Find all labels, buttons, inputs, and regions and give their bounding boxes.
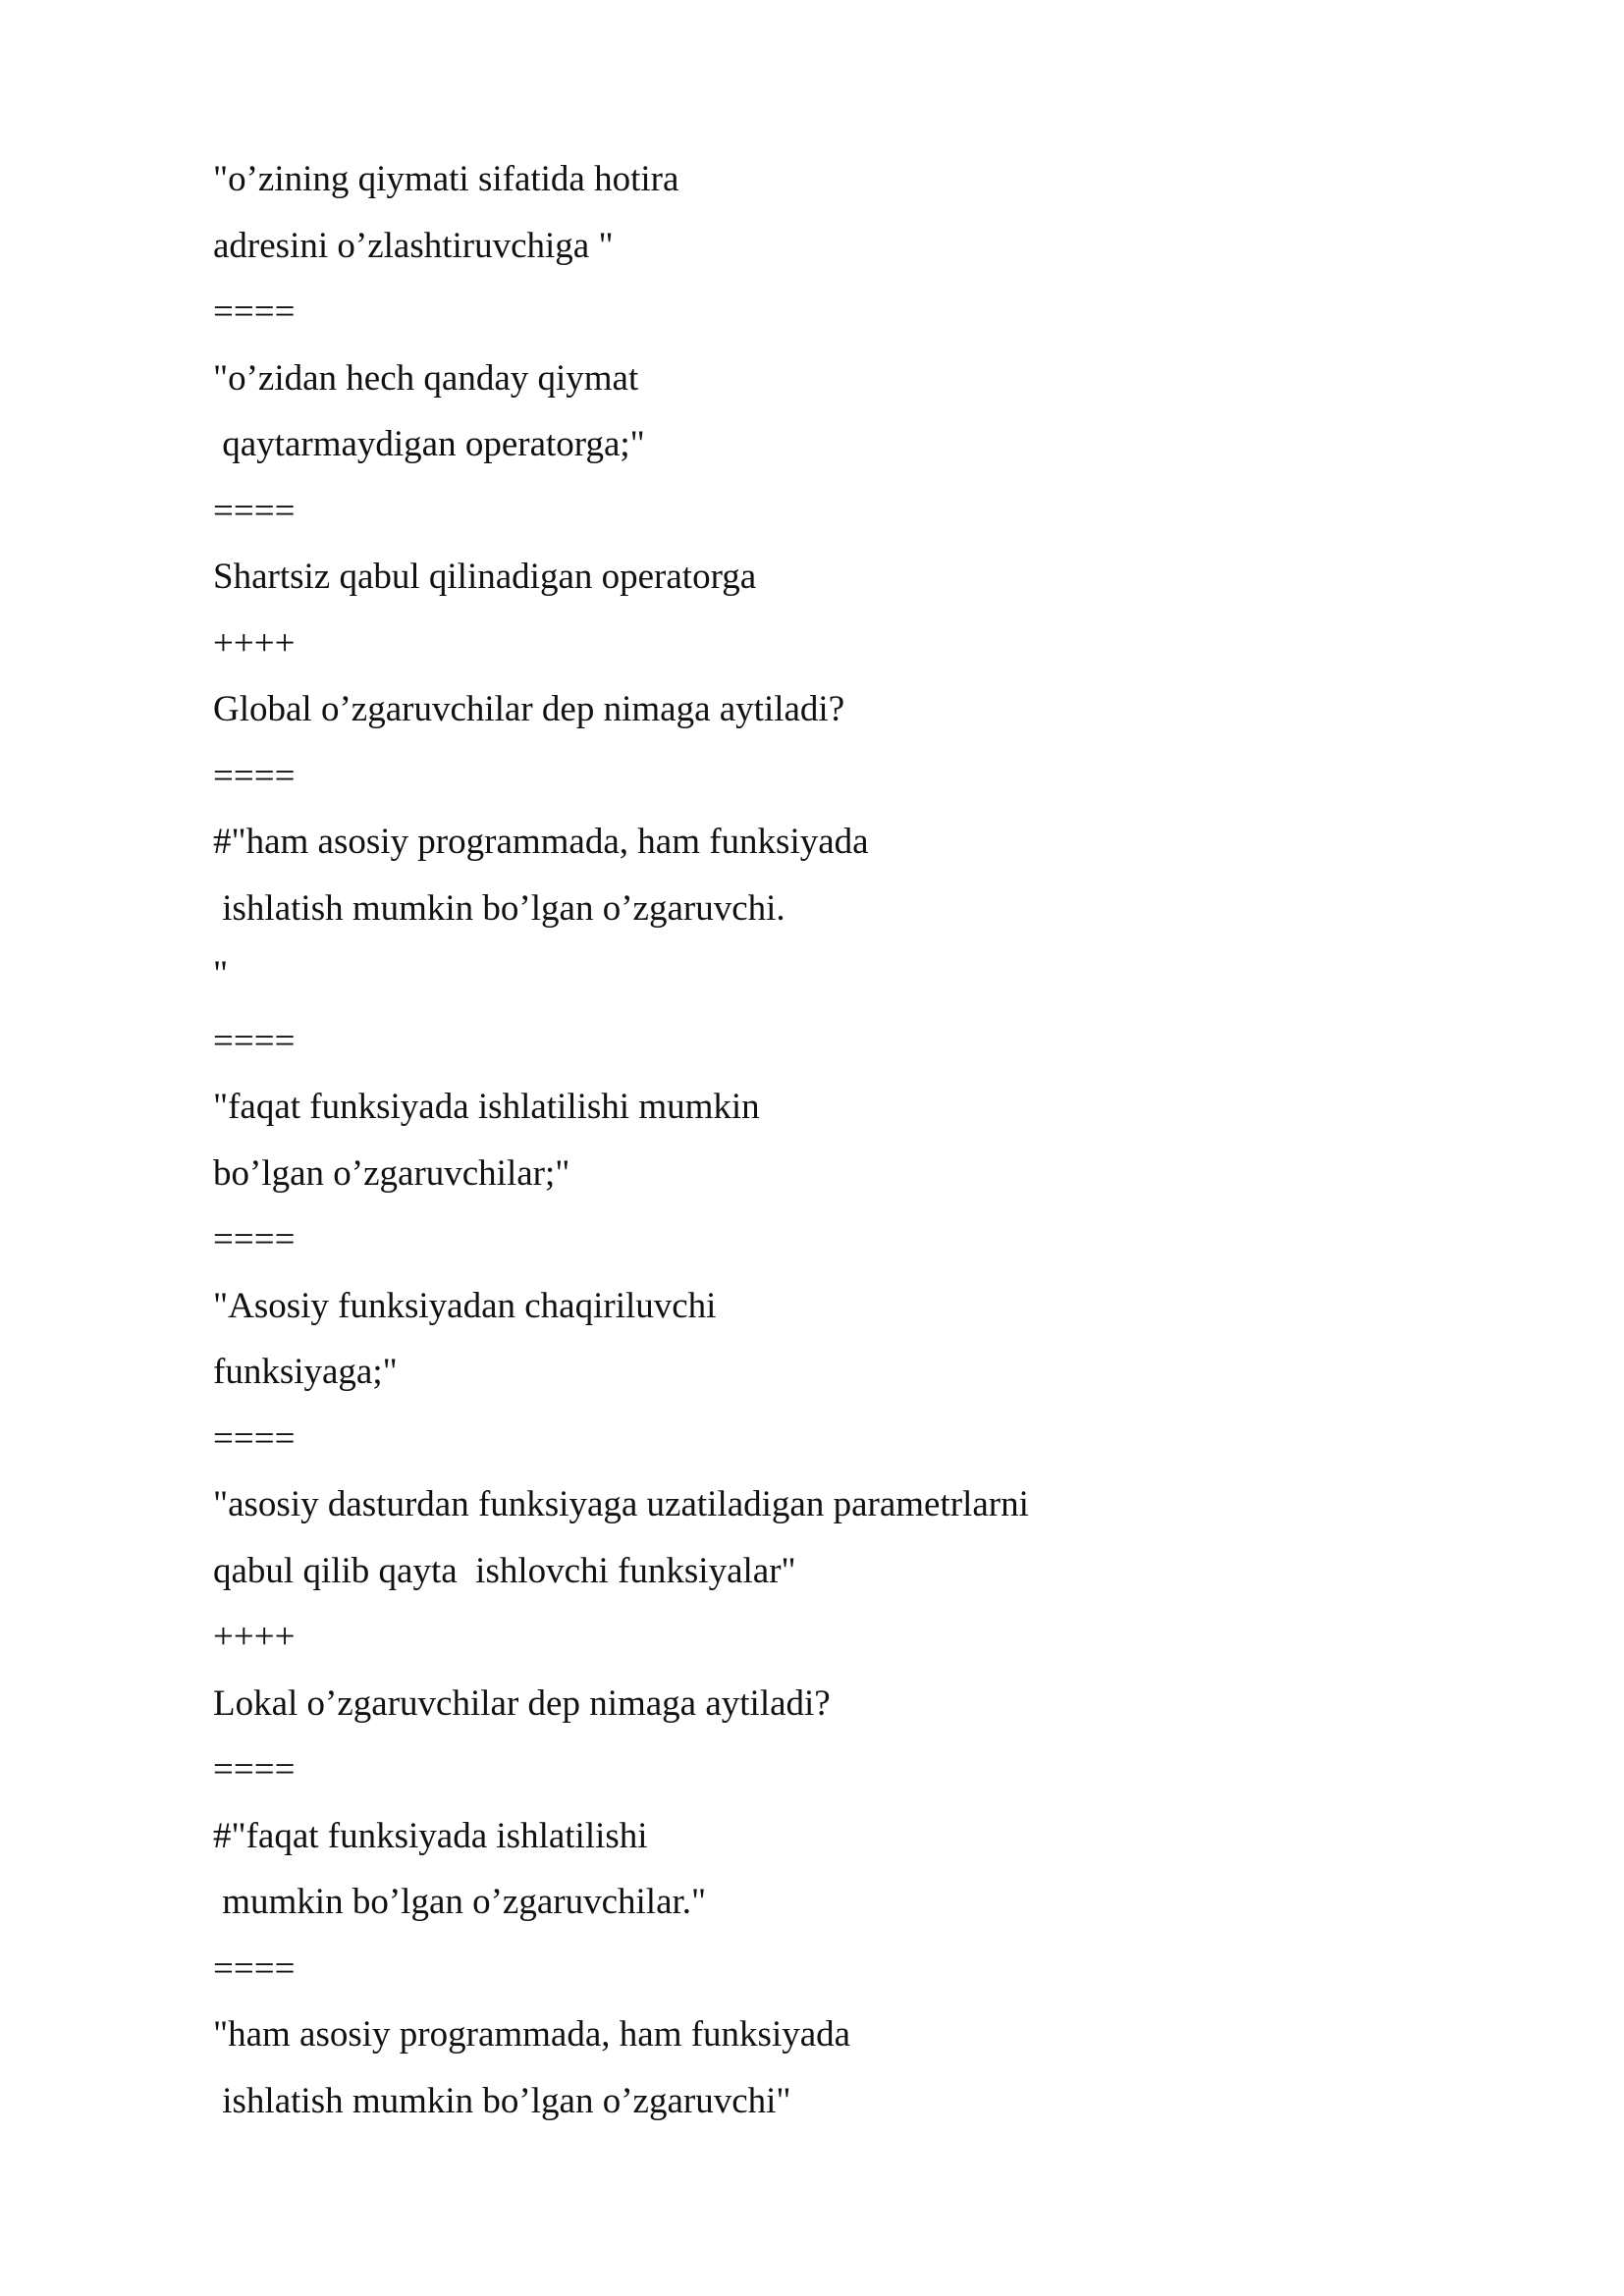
text-line: ishlatish mumkin bo’lgan o’zgaruvchi. (213, 887, 785, 929)
text-line: " (213, 954, 229, 994)
correct-answer-line: #"faqat funksiyada ishlatilishi (213, 1815, 648, 1856)
separator-line: ==== (213, 1948, 296, 1989)
separator-line: ==== (213, 1219, 296, 1259)
separator-line: ==== (213, 1417, 296, 1459)
separator-line: ==== (213, 292, 296, 332)
text-line: adresini o’zlashtiruvchiga " (213, 225, 614, 266)
text-line: "asosiy dasturdan funksiyaga uzatiladigan parametrlarni (213, 1484, 1029, 1524)
separator-line: ==== (213, 755, 296, 796)
text-line: bo’lgan o’zgaruvchilar;" (213, 1152, 570, 1194)
question-line: Global o’zgaruvchilar dep nimaga aytiladi? (213, 689, 845, 729)
text-line: "o’zining qiymati sifatida hotira (213, 159, 679, 199)
text-line: Shartsiz qabul qilinadigan operatorga (213, 557, 757, 597)
question-separator-line: ++++ (213, 622, 296, 664)
text-line: qabul qilib qayta ishlovchi funksiyalar" (213, 1550, 796, 1591)
text-line: "faqat funksiyada ishlatilishi mumkin (213, 1087, 760, 1127)
text-line: "o’zidan hech qanday qiymat (213, 357, 639, 399)
text-line: mumkin bo’lgan o’zgaruvchilar." (213, 1882, 707, 1922)
separator-line: ==== (213, 1749, 296, 1789)
document-text (213, 149, 1029, 2137)
text-line: "Asosiy funksiyadan chaqiriluvchi (213, 1285, 717, 1326)
text-line: "ham asosiy programmada, ham funksiyada (213, 2014, 851, 2055)
question-separator-line: ++++ (213, 1617, 296, 1657)
separator-line: ==== (213, 490, 296, 531)
text-line: qaytarmaydigan operatorga;" (213, 424, 645, 464)
correct-answer-line: #"ham asosiy programmada, ham funksiyada (213, 822, 869, 862)
text-line: ishlatish mumkin bo’lgan o’zgaruvchi" (213, 2080, 791, 2121)
question-line: Lokal o’zgaruvchilar dep nimaga aytiladi? (213, 1682, 831, 1724)
text-line: funksiyaga;" (213, 1352, 398, 1392)
separator-line: ==== (213, 1020, 296, 1061)
